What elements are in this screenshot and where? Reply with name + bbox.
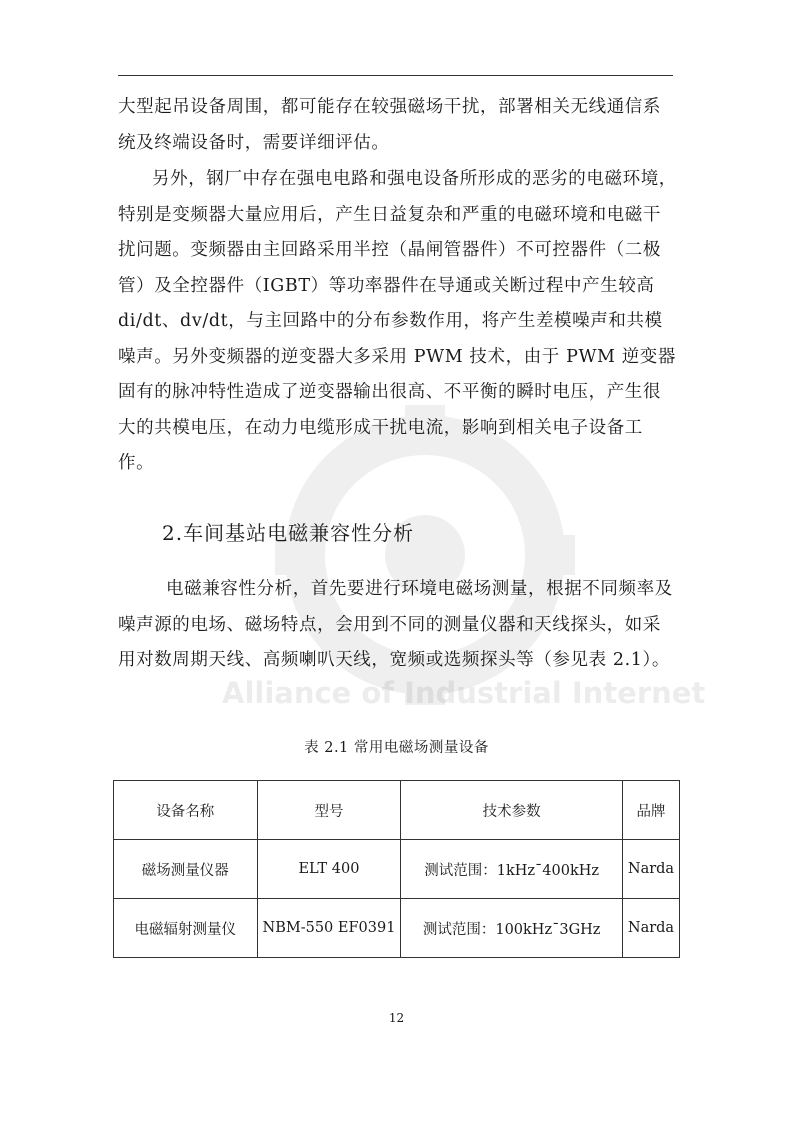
- table-caption: 表 2.1 常用电磁场测量设备: [304, 740, 489, 756]
- table-header-row: [114, 781, 680, 840]
- table-cell: NBM-550 EF0391: [257, 899, 401, 958]
- table-header-cell: 品牌: [622, 781, 679, 840]
- header-rule: [118, 75, 673, 76]
- page-number: 12: [388, 1011, 405, 1025]
- table-cell: 磁场测量仪器: [114, 840, 258, 899]
- table-header-cell: 型号: [257, 781, 401, 840]
- table-cell: Narda: [622, 899, 679, 958]
- table-cell: ELT 400: [257, 840, 401, 899]
- table-row: [114, 840, 680, 899]
- table-cell: Narda: [622, 840, 679, 899]
- table-cell: 测试范围：1kHz¯400kHz: [401, 840, 623, 899]
- table-header-cell: 技术参数: [401, 781, 623, 840]
- table-row: [114, 899, 680, 958]
- watermark-text: Alliance of Industrial Internet: [222, 676, 706, 710]
- paragraph-2: 另外，钢厂中存在强电电路和强电设备所形成的恶劣的电磁环境，特别是变频器大量应用后，产生日益复杂和严重的电磁环境和电磁干扰问题。变频器由主回路采用半控（晶闸管器件）不可控器件（二极管）及全控器件（IGBT）等功率器件在导通或关断过程中产生较高 di/dt、dv/dt，与主回路中的分布参数作用，将产生差模噪声和共模噪声。另外变频器的逆变器大多采用 PWM 技术，由于 PWM 逆变器固有的脉冲特性造成了逆变器输出很高、不平衡的瞬时电压，产生很大的共模电压，在动力电缆形成干扰电流，影响到相关电子设备工作。: [118, 169, 677, 473]
- paragraph-1: 大型起吊设备周围，都可能存在较强磁场干扰，部署相关无线通信系统及终端设备时，需要详细评估。: [118, 97, 661, 153]
- equipment-table: [113, 780, 680, 958]
- table-cell: 测试范围：100kHz¯3GHz: [401, 899, 623, 958]
- paragraph-3: 电磁兼容性分析，首先要进行环境电磁场测量，根据不同频率及噪声源的电场、磁场特点，会用到不同的测量仪器和天线探头，如采用对数周期天线、高频喇叭天线，宽频或选频探头等（参见表 2.1）。: [118, 579, 673, 670]
- table-cell: 电磁辐射测量仪: [114, 899, 258, 958]
- table-header-cell: 设备名称: [114, 781, 258, 840]
- section-heading: 2.车间基站电磁兼容性分析: [162, 521, 415, 545]
